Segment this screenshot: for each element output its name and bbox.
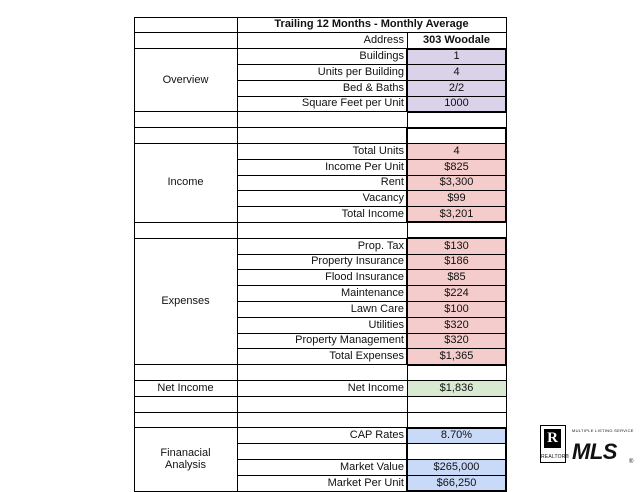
grid-line bbox=[237, 96, 506, 97]
overview-value: 4 bbox=[407, 64, 506, 80]
overview-label: Bed & Baths bbox=[342, 81, 404, 94]
overview-value: 1000 bbox=[407, 96, 506, 112]
expenses-label: Utilities bbox=[368, 318, 404, 331]
expenses-label: Property Management bbox=[295, 334, 404, 347]
grid-line bbox=[505, 128, 507, 223]
grid-line bbox=[134, 17, 506, 18]
section-overview: Overview bbox=[162, 73, 209, 86]
grid-line bbox=[237, 443, 506, 444]
overview-label: Square Feet per Unit bbox=[301, 97, 404, 110]
income-label: Vacancy bbox=[362, 192, 404, 205]
expenses-label: Total Expenses bbox=[329, 350, 404, 363]
realtor-text: REALTOR® bbox=[541, 454, 570, 460]
grid-line bbox=[407, 427, 507, 429]
section-financial-analysis: Finanacial Analysis bbox=[160, 447, 211, 472]
grid-line bbox=[237, 285, 506, 286]
grid-line bbox=[134, 17, 135, 491]
address-label: Address bbox=[363, 34, 404, 47]
grid-line bbox=[134, 32, 506, 33]
grid-line bbox=[505, 428, 507, 491]
overview-value: 2/2 bbox=[407, 80, 506, 96]
grid-line bbox=[407, 127, 507, 129]
expenses-value: $320 bbox=[407, 317, 506, 333]
grid-line bbox=[407, 364, 507, 366]
sheet-title: Trailing 12 Months - Monthly Average bbox=[274, 18, 469, 31]
market-per-unit-label: Market Per Unit bbox=[327, 476, 404, 489]
income-label: Income Per Unit bbox=[325, 160, 404, 173]
section-expenses: Expenses bbox=[161, 294, 210, 307]
grid-line bbox=[406, 238, 408, 364]
grid-line bbox=[505, 238, 507, 364]
grid-line bbox=[407, 48, 507, 50]
grid-line bbox=[406, 428, 408, 491]
grid-line bbox=[237, 254, 506, 255]
grid-line bbox=[237, 175, 506, 176]
grid-line bbox=[407, 111, 507, 113]
expenses-value: $224 bbox=[407, 286, 506, 302]
expenses-label: Lawn Care bbox=[350, 302, 404, 315]
grid-line bbox=[407, 237, 507, 239]
address-value: 303 Woodale bbox=[422, 34, 491, 47]
cap-rates-label: CAP Rates bbox=[349, 429, 404, 442]
expenses-value: $130 bbox=[407, 238, 506, 254]
mls-registered-mark: ® bbox=[629, 459, 634, 465]
overview-value: 1 bbox=[407, 49, 506, 65]
realtor-mls-logo bbox=[540, 425, 636, 473]
income-value: 4 bbox=[407, 143, 506, 159]
grid-line bbox=[237, 348, 506, 349]
grid-line bbox=[237, 206, 506, 207]
expenses-value: $100 bbox=[407, 301, 506, 317]
grid-line bbox=[134, 412, 506, 413]
expenses-label: Maintenance bbox=[341, 286, 404, 299]
cap-rates-value: 8.70% bbox=[407, 428, 506, 444]
net-income-label: Net Income bbox=[347, 381, 404, 394]
income-label: Total Income bbox=[341, 207, 404, 220]
expenses-value: $85 bbox=[407, 270, 506, 286]
expenses-value: $1,365 bbox=[407, 349, 506, 365]
expenses-label: Prop. Tax bbox=[357, 239, 404, 252]
income-label: Rent bbox=[380, 176, 404, 189]
grid-line bbox=[237, 317, 506, 318]
income-value: $3,300 bbox=[407, 175, 506, 191]
expenses-value: $320 bbox=[407, 333, 506, 349]
income-value: $99 bbox=[407, 191, 506, 207]
mls-tagline: MULTIPLE LISTING SERVICE bbox=[572, 428, 634, 433]
realtor-logo-icon bbox=[540, 425, 570, 463]
income-value: $825 bbox=[407, 159, 506, 175]
expenses-value: $186 bbox=[407, 254, 506, 270]
grid-line bbox=[134, 396, 506, 397]
net-income-value: $1,836 bbox=[407, 380, 506, 396]
income-value: $3,201 bbox=[407, 207, 506, 223]
grid-line bbox=[237, 301, 506, 302]
section-income: Income bbox=[167, 176, 204, 189]
grid-line bbox=[237, 333, 506, 334]
grid-line bbox=[134, 380, 506, 381]
grid-line bbox=[406, 128, 408, 223]
grid-line bbox=[505, 49, 507, 112]
expenses-label: Property Insurance bbox=[311, 255, 404, 268]
grid-line bbox=[237, 159, 506, 160]
grid-line bbox=[237, 80, 506, 81]
grid-line bbox=[237, 475, 506, 476]
market-value-label: Market Value bbox=[340, 460, 404, 473]
realtor-r-glyph: R bbox=[544, 429, 561, 448]
income-label: Total Units bbox=[352, 144, 404, 157]
overview-label: Units per Building bbox=[317, 65, 404, 78]
section-net-income: Net Income bbox=[157, 381, 214, 394]
grid-line bbox=[237, 459, 506, 460]
grid-line bbox=[237, 64, 506, 65]
grid-line bbox=[237, 190, 506, 191]
grid-line bbox=[407, 221, 507, 223]
mls-text: MLS bbox=[572, 439, 617, 464]
grid-line bbox=[237, 269, 506, 270]
market-value-value: $265,000 bbox=[407, 459, 506, 475]
overview-label: Buildings bbox=[359, 49, 404, 62]
expenses-label: Flood Insurance bbox=[325, 271, 404, 284]
grid-line bbox=[134, 143, 506, 144]
grid-line bbox=[406, 49, 408, 112]
market-per-unit-value: $66,250 bbox=[407, 475, 506, 491]
